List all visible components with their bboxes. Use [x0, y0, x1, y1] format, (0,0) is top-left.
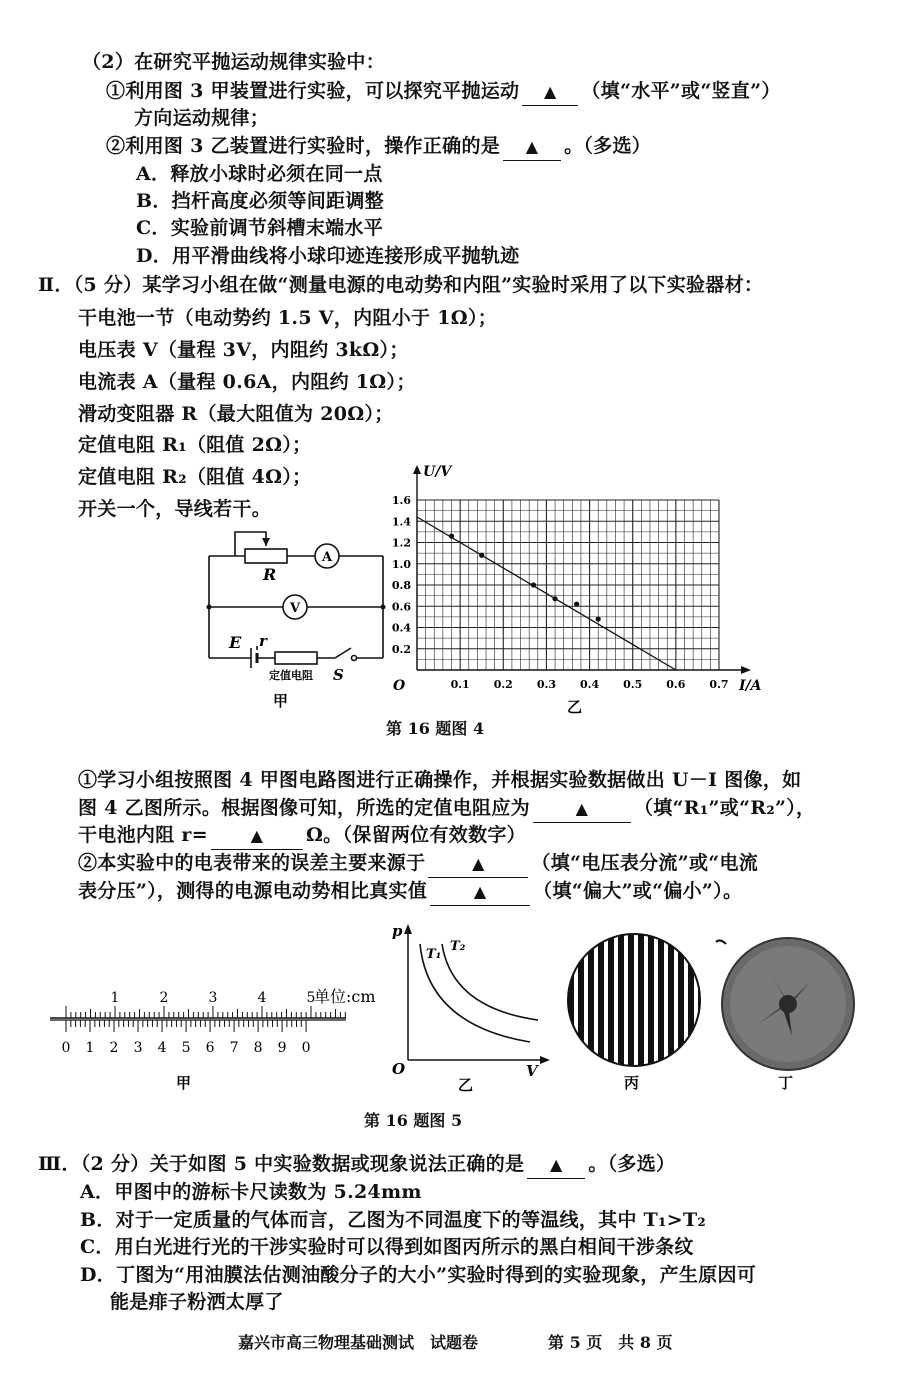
y-tick-label: 1.4 — [391, 515, 411, 529]
answer-blank[interactable]: ▲ — [522, 78, 578, 106]
circuit-diagram — [195, 520, 395, 710]
q2-1-hint: （填“水平”或“竖直”） — [581, 80, 781, 102]
y-tick-label: 0.2 — [391, 642, 411, 656]
part3-intro — [38, 1151, 675, 1179]
fringe-sub-label: 丙 — [624, 1074, 640, 1092]
data-point — [552, 596, 557, 601]
x-tick-label: 0.7 — [709, 678, 729, 691]
dark-fringe — [698, 932, 704, 1072]
interference-fringes — [566, 932, 706, 1092]
y-tick-label: 0.6 — [391, 600, 411, 614]
part3-option-a: A．甲图中的游标卡尺读数为 5.24mm — [80, 1181, 422, 1203]
y-tick-label: 1.2 — [391, 536, 411, 550]
dark-fringe — [618, 932, 624, 1072]
answer-blank[interactable]: ▲ — [533, 795, 631, 823]
dark-fringe — [688, 932, 694, 1072]
part3-option-d-cont: 能是痱子粉洒太厚了 — [110, 1291, 284, 1313]
isotherm-t2 — [442, 944, 538, 1020]
oilfilm-sub-label: 丁 — [778, 1074, 794, 1092]
option-c: C．实验前调节斜槽末端水平 — [136, 217, 384, 239]
q2-err-hint: （填“电压表分流”或“电流 — [531, 852, 759, 874]
q2-err-line2 — [78, 878, 742, 906]
t2-label: T₂ — [450, 939, 466, 954]
voltmeter-label: V — [289, 601, 301, 616]
part3-intro-text: Ⅲ．（2 分）关于如图 5 中实验数据或现象说法正确的是 — [38, 1153, 525, 1175]
main-scale-label: 4 — [257, 990, 267, 1006]
part3-intro-hint: 。（多选） — [588, 1153, 676, 1175]
dark-fringe — [598, 932, 604, 1072]
vernier-label: 5 — [181, 1040, 191, 1056]
q2-1-text: ①利用图 3 甲装置进行实验，可以探究平抛运动 — [106, 80, 520, 102]
q2-err-text: ②本实验中的电表带来的误差主要来源于 — [78, 852, 426, 874]
chart-sub-label: 乙 — [567, 698, 583, 716]
main-scale-label: 5 — [306, 990, 316, 1006]
part3-option-c: C．用白光进行光的干涉实验时可以得到如图丙所示的黑白相间干涉条纹 — [80, 1236, 694, 1258]
v-axis-label: V — [526, 1062, 538, 1080]
data-point — [531, 582, 536, 587]
figure4-caption: 第 16 题图 4 — [386, 719, 485, 738]
data-point — [479, 553, 484, 558]
dark-fringe — [668, 932, 674, 1072]
internal-r-label: r — [259, 632, 267, 650]
part2-intro: Ⅱ．（5 分）某学习小组在做“测量电源的电动势和内阻”实验时采用了以下实验器材： — [38, 274, 764, 296]
vernier-label: 9 — [277, 1040, 287, 1056]
main-scale-label: 1 — [110, 990, 120, 1006]
answer-blank[interactable]: ▲ — [503, 133, 561, 161]
isotherm-sub-label: 乙 — [458, 1076, 474, 1094]
dark-fringe — [628, 932, 634, 1072]
origin-label: O — [393, 678, 406, 694]
t1-label: T₁ — [426, 947, 442, 962]
rheostat-icon — [245, 549, 287, 563]
part3-option-b: B．对于一定质量的气体而言，乙图为不同温度下的等温线，其中 T₁>T₂ — [80, 1209, 707, 1231]
q2-err-line1 — [78, 850, 758, 878]
y-tick-label: 1.0 — [391, 557, 411, 571]
dark-fringe — [638, 932, 644, 1072]
fixed-resistor-icon — [275, 652, 317, 664]
chart-grid — [417, 500, 719, 670]
material-7: 开关一个，导线若干。 — [78, 498, 272, 520]
vernier-caliper — [46, 984, 396, 1094]
q1-line2-hint: （填“R₁”或“R₂”）， — [633, 797, 816, 819]
option-a: A．释放小球时必须在同一点 — [136, 163, 383, 185]
q1-line1: ①学习小组按照图 4 甲图电路图进行正确操作，并根据实验数据做出 U－I 图像，如 — [78, 769, 802, 791]
vernier-label: 0 — [301, 1040, 311, 1056]
x-tick-label: 0.2 — [493, 678, 513, 691]
material-6: 定值电阻 R₂（阻值 4Ω）； — [78, 466, 312, 488]
vernier-label: 2 — [109, 1040, 119, 1056]
footer-page: 第 5 页 共 8 页 — [548, 1333, 673, 1352]
q2-1-line — [106, 78, 781, 106]
y-axis-arrow — [413, 465, 421, 474]
vernier-scale — [50, 1020, 346, 1056]
ammeter-label: A — [321, 550, 333, 565]
vernier-label: 3 — [133, 1040, 143, 1056]
material-5: 定值电阻 R₁（阻值 2Ω）； — [78, 434, 312, 456]
y-tick-label: 0.8 — [391, 579, 411, 592]
material-2: 电压表 V（量程 3V，内阻约 3kΩ）； — [78, 339, 409, 361]
vernier-label: 4 — [157, 1040, 167, 1056]
q1-line3-text: 干电池内阻 r= — [78, 824, 208, 846]
vernier-label: 6 — [205, 1040, 215, 1056]
data-point — [596, 616, 601, 621]
data-point — [449, 534, 454, 539]
dark-fringe — [648, 932, 654, 1072]
x-axis-label: I/A — [739, 678, 762, 694]
q2-2-hint: 。（多选） — [564, 135, 652, 157]
data-points — [449, 534, 601, 622]
material-1: 干电池一节（电动势约 1.5 V，内阻小于 1Ω）； — [78, 307, 498, 329]
footer-title: 嘉兴市高三物理基础测试 试题卷 — [238, 1333, 479, 1352]
answer-blank[interactable]: ▲ — [428, 850, 528, 878]
answer-blank[interactable]: ▲ — [527, 1151, 585, 1179]
ui-chart — [375, 460, 775, 716]
y-tick-label: 1.6 — [391, 494, 411, 507]
x-tick-label: 0.4 — [580, 678, 600, 691]
part3-option-d: D．丁图为“用油膜法估测油酸分子的大小”实验时得到的实验现象，产生原因可 — [80, 1264, 757, 1286]
isotherm-origin: O — [392, 1060, 406, 1078]
x-tick-label: 0.5 — [623, 678, 643, 691]
switch-icon — [335, 648, 351, 658]
main-scale — [50, 990, 346, 1018]
main-scale-label: 3 — [208, 990, 218, 1006]
vernier-label: 1 — [85, 1040, 95, 1056]
caliper-unit: 单位:cm — [314, 987, 376, 1006]
material-4: 滑动变阻器 R（最大阻值为 20Ω）； — [78, 403, 394, 425]
x-axis-arrow — [741, 666, 751, 674]
oil-film-image — [712, 934, 872, 1094]
material-3: 电流表 A（量程 0.6A，内阻约 1Ω）； — [78, 371, 416, 393]
q2-2-text: ②利用图 3 乙装置进行实验时，操作正确的是 — [106, 135, 501, 157]
q2-err-text2: 表分压”），测得的电源电动势相比真实值 — [78, 880, 428, 902]
q1-line2-text: 图 4 乙图所示。根据图像可知，所选的定值电阻应为 — [78, 797, 530, 819]
x-tick-label: 0.1 — [450, 678, 470, 691]
dark-fringe — [658, 932, 664, 1072]
answer-blank[interactable]: ▲ — [430, 878, 530, 906]
q1-line2 — [78, 795, 815, 823]
figure5-caption: 第 16 题图 5 — [364, 1111, 463, 1130]
data-point — [574, 602, 579, 607]
chart-ticks — [392, 494, 729, 691]
circuit-sub-label: 甲 — [273, 692, 289, 710]
switch-label: S — [333, 666, 344, 684]
dark-fringe — [608, 932, 614, 1072]
q2-title: （2）在研究平抛运动规律实验中： — [82, 51, 386, 73]
y-axis-label: U/V — [423, 464, 452, 480]
isotherm-graph — [380, 920, 560, 1095]
x-tick-label: 0.6 — [666, 678, 686, 691]
vernier-label: 0 — [61, 1040, 71, 1056]
q1-line3 — [78, 822, 526, 850]
answer-blank[interactable]: ▲ — [211, 822, 303, 850]
rheostat-label: R — [263, 565, 277, 584]
p-axis-label: p — [392, 922, 403, 940]
caliper-sub-label: 甲 — [176, 1074, 192, 1092]
x-tick-label: 0.3 — [536, 678, 556, 691]
option-d: D．用平滑曲线将小球印迹连接形成平抛轨迹 — [136, 245, 520, 267]
emf-label: E — [229, 633, 242, 652]
option-b: B．挡杆高度必须等间距调整 — [136, 190, 384, 212]
chart-axes — [413, 465, 751, 674]
q1-line3-hint: Ω。（保留两位有效数字） — [305, 824, 526, 846]
fixed-resistor-label: 定值电阻 — [269, 669, 313, 682]
y-tick-label: 0.4 — [391, 621, 411, 635]
vernier-label: 8 — [253, 1040, 263, 1056]
dark-fringe — [578, 932, 584, 1072]
vernier-label: 7 — [229, 1040, 239, 1056]
main-scale-label: 2 — [159, 990, 169, 1006]
q2-1-line2: 方向运动规律； — [134, 107, 270, 129]
q2-err-hint2: （填“偏大”或“偏小”）。 — [533, 880, 743, 902]
q2-2-line — [106, 133, 651, 161]
